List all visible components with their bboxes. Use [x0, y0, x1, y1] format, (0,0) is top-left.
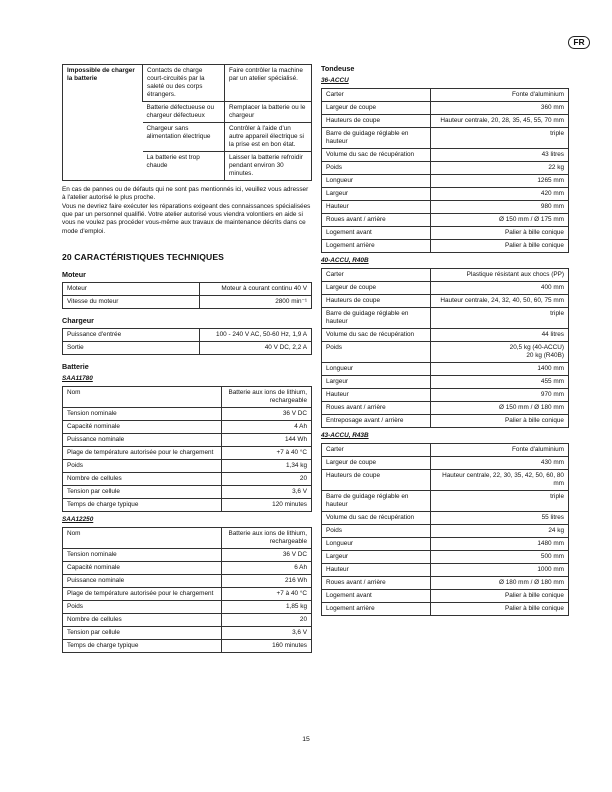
spec-label: Largeur: [322, 551, 431, 564]
remedy-cell: Contrôler à l'aide d'un autre appareil électrique si la prise est en bon état.: [225, 123, 312, 152]
spec-label: Poids: [63, 600, 222, 613]
spec-row: [322, 363, 569, 376]
spec-row: [322, 376, 569, 389]
cause-cell: Batterie défectueuse ou chargeur défectueux: [143, 102, 225, 123]
spec-row: [322, 128, 569, 149]
spec-row: [322, 282, 569, 295]
spec-value: 144 Wh: [222, 433, 312, 446]
spec-label: Carter: [322, 89, 431, 102]
cause-cell: La batterie est trop chaude: [143, 152, 225, 181]
spec-label: Poids: [322, 525, 431, 538]
left-column: [62, 64, 312, 653]
cause-cell: Contacts de charge court-circuités par la saleté ou des corps étrangers.: [143, 65, 225, 102]
spec-label: Logement avant: [322, 227, 431, 240]
spec-row: [63, 341, 312, 354]
spec-row: [322, 551, 569, 564]
spec-row: [322, 308, 569, 329]
spec-label: Roues avant / arrière: [322, 402, 431, 415]
spec-row: [322, 415, 569, 428]
spec-row: [63, 386, 312, 407]
spec-value: 6 Ah: [222, 561, 312, 574]
spec-label: Carter: [322, 444, 431, 457]
chargeur-heading: Chargeur: [62, 315, 94, 325]
spec-label: Tension nominale: [63, 407, 222, 420]
spec-value: 430 mm: [430, 457, 568, 470]
spec-row: [322, 603, 569, 616]
spec-row: [63, 485, 312, 498]
spec-label: Sortie: [63, 341, 200, 354]
spec-label: Hauteurs de coupe: [322, 295, 431, 308]
spec-label: Barre de guidage réglable en hauteur: [322, 308, 431, 329]
spec-value: 400 mm: [430, 282, 568, 295]
mower-model-heading: 43-ACCU, R43B: [321, 432, 369, 439]
spec-value: 100 - 240 V AC, 50-60 Hz, 1,9 A: [199, 328, 311, 341]
spec-value: 4 Ah: [222, 420, 312, 433]
spec-value: Palier à bille conique: [430, 590, 568, 603]
spec-label: Plage de température autorisée pour le chargement: [63, 587, 222, 600]
spec-label: Logement avant: [322, 590, 431, 603]
spec-row: [63, 600, 312, 613]
spec-label: Moteur: [63, 282, 200, 295]
spec-value: triple: [430, 128, 568, 149]
spec-value: +7 à 40 °C: [222, 446, 312, 459]
spec-label: Barre de guidage réglable en hauteur: [322, 128, 431, 149]
spec-label: Volume du sac de récupération: [322, 149, 431, 162]
spec-value: 1480 mm: [430, 538, 568, 551]
spec-label: Roues avant / arrière: [322, 214, 431, 227]
spec-label: Entreposage avant / arrière: [322, 415, 431, 428]
spec-value: 970 mm: [430, 389, 568, 402]
spec-row: [322, 538, 569, 551]
spec-value: Hauteur centrale, 20, 28, 35, 45, 55, 70 mm: [430, 115, 568, 128]
spec-value: 455 mm: [430, 376, 568, 389]
service-note: [62, 186, 312, 236]
cause-cell: Chargeur sans alimentation électrique: [143, 123, 225, 152]
spec-value: Palier à bille conique: [430, 603, 568, 616]
batterie-heading: Batterie: [62, 361, 89, 371]
spec-value: Moteur à courant continu 40 V: [199, 282, 311, 295]
spec-row: [63, 587, 312, 600]
spec-label: Hauteur: [322, 389, 431, 402]
spec-label: Volume du sac de récupération: [322, 512, 431, 525]
spec-label: Largeur: [322, 188, 431, 201]
service-note-line: En cas de pannes ou de défauts qui ne sont pas mentionnés ici, veuillez vous adresser à l'atelier autorisé le plus proche.: [62, 186, 309, 202]
remedy-cell: Faire contrôler la machine par un atelier spécialisé.: [225, 65, 312, 102]
page-number: 15: [302, 736, 310, 743]
spec-value: 24 kg: [430, 525, 568, 538]
chargeur-table: [62, 328, 312, 355]
spec-value: 22 kg: [430, 162, 568, 175]
spec-row: [63, 498, 312, 511]
spec-label: Tension nominale: [63, 548, 222, 561]
spec-row: [322, 214, 569, 227]
spec-row: [322, 175, 569, 188]
spec-row: [322, 240, 569, 253]
spec-label: Plage de température autorisée pour le chargement: [63, 446, 222, 459]
battery-model-heading: SAA12250: [62, 515, 94, 523]
spec-value: 3,6 V: [222, 485, 312, 498]
spec-row: [322, 102, 569, 115]
spec-value: Ø 180 mm / Ø 180 mm: [430, 577, 568, 590]
spec-row: [63, 574, 312, 587]
spec-label: Temps de charge typique: [63, 639, 222, 652]
right-column: [321, 64, 569, 616]
spec-row: [63, 639, 312, 652]
spec-label: Tension par cellule: [63, 626, 222, 639]
spec-label: Logement arrière: [322, 603, 431, 616]
mower-model-heading: 40-ACCU, R40B: [321, 257, 369, 264]
spec-row: [63, 433, 312, 446]
spec-value: 420 mm: [430, 188, 568, 201]
spec-value: 2800 min⁻¹: [199, 295, 311, 308]
spec-value: Fonte d'aluminium: [430, 89, 568, 102]
spec-row: [322, 227, 569, 240]
spec-label: Nombre de cellules: [63, 613, 222, 626]
spec-label: Logement arrière: [322, 240, 431, 253]
spec-row: [322, 444, 569, 457]
spec-row: [63, 420, 312, 433]
spec-label: Hauteur: [322, 201, 431, 214]
spec-label: Largeur de coupe: [322, 282, 431, 295]
spec-value: Palier à bille conique: [430, 415, 568, 428]
spec-row: [63, 561, 312, 574]
spec-row: [322, 402, 569, 415]
spec-label: Puissance d'entrée: [63, 328, 200, 341]
spec-value: 20,5 kg (40-ACCU) 20 kg (R40B): [430, 342, 568, 363]
spec-row: [322, 329, 569, 342]
spec-label: Poids: [322, 162, 431, 175]
spec-row: [63, 459, 312, 472]
spec-value: 360 mm: [430, 102, 568, 115]
mower-model-heading: 36-ACCU: [321, 77, 349, 84]
spec-row: [322, 470, 569, 491]
spec-label: Nombre de cellules: [63, 472, 222, 485]
spec-row: [322, 491, 569, 512]
spec-value: 3,6 V: [222, 626, 312, 639]
spec-value: 40 V DC, 2,2 A: [199, 341, 311, 354]
spec-label: Largeur de coupe: [322, 457, 431, 470]
spec-row: [322, 590, 569, 603]
problem-cell: Impossible de charger la batterie: [63, 65, 143, 181]
troubleshooting-row: [63, 65, 312, 102]
section-title: 20 CARACTÉRISTIQUES TECHNIQUES: [62, 251, 225, 262]
mower-spec-table: [321, 88, 569, 253]
spec-value: Ø 150 mm / Ø 175 mm: [430, 214, 568, 227]
spec-label: Barre de guidage réglable en hauteur: [322, 491, 431, 512]
spec-label: Tension par cellule: [63, 485, 222, 498]
spec-row: [322, 149, 569, 162]
spec-row: [322, 525, 569, 538]
spec-value: Hauteur centrale, 22, 30, 35, 42, 50, 60, 80 mm: [430, 470, 568, 491]
spec-label: Capacité nominale: [63, 561, 222, 574]
remedy-cell: Laisser la batterie refroidir pendant environ 30 minutes.: [225, 152, 312, 181]
spec-label: Longueur: [322, 363, 431, 376]
spec-value: Batterie aux ions de lithium, rechargeable: [222, 386, 312, 407]
spec-label: Puissance nominale: [63, 574, 222, 587]
spec-row: [63, 295, 312, 308]
spec-row: [322, 115, 569, 128]
spec-value: Plastique résistant aux chocs (PP): [430, 269, 568, 282]
spec-value: 1265 mm: [430, 175, 568, 188]
spec-value: Batterie aux ions de lithium, rechargeable: [222, 527, 312, 548]
language-badge: FR: [568, 36, 590, 49]
spec-value: +7 à 40 °C: [222, 587, 312, 600]
spec-value: 120 minutes: [222, 498, 312, 511]
spec-row: [322, 89, 569, 102]
spec-label: Largeur de coupe: [322, 102, 431, 115]
spec-row: [322, 188, 569, 201]
spec-value: 43 litres: [430, 149, 568, 162]
spec-row: [322, 564, 569, 577]
spec-label: Temps de charge typique: [63, 498, 222, 511]
spec-value: 1400 mm: [430, 363, 568, 376]
spec-value: 36 V DC: [222, 407, 312, 420]
spec-label: Largeur: [322, 376, 431, 389]
spec-value: 55 litres: [430, 512, 568, 525]
battery-model-heading: SAA11780: [62, 374, 93, 382]
spec-label: Poids: [322, 342, 431, 363]
spec-value: 160 minutes: [222, 639, 312, 652]
spec-row: [63, 446, 312, 459]
spec-row: [63, 407, 312, 420]
spec-label: Longueur: [322, 175, 431, 188]
spec-value: 500 mm: [430, 551, 568, 564]
spec-row: [63, 282, 312, 295]
battery-spec-table: [62, 386, 312, 512]
spec-row: [322, 269, 569, 282]
troubleshooting-table: [62, 64, 312, 181]
spec-label: Hauteurs de coupe: [322, 470, 431, 491]
mower-spec-table: [321, 268, 569, 428]
remedy-cell: Remplacer la batterie ou le chargeur: [225, 102, 312, 123]
spec-value: 44 litres: [430, 329, 568, 342]
moteur-heading: Moteur: [62, 269, 86, 279]
spec-label: Puissance nominale: [63, 433, 222, 446]
spec-label: Carter: [322, 269, 431, 282]
spec-row: [322, 201, 569, 214]
spec-value: 1,85 kg: [222, 600, 312, 613]
spec-row: [63, 527, 312, 548]
spec-row: [322, 162, 569, 175]
spec-value: Palier à bille conique: [430, 227, 568, 240]
spec-value: Hauteur centrale, 24, 32, 40, 50, 60, 75 mm: [430, 295, 568, 308]
spec-value: 20: [222, 472, 312, 485]
spec-value: triple: [430, 308, 568, 329]
service-note-line: Vous ne devriez faire exécuter les réparations exigeant des connaissances spécialisées que par un personnel qualifié. Votre atelier autorisé vous viendra volontiers en aide si vous ne voulez pas procéder vous-même aux travaux de maintenance décrits dans ce mode d'emploi.: [62, 202, 311, 235]
spec-label: Capacité nominale: [63, 420, 222, 433]
spec-row: [322, 457, 569, 470]
spec-label: Nom: [63, 386, 222, 407]
spec-label: Vitesse du moteur: [63, 295, 200, 308]
spec-label: Longueur: [322, 538, 431, 551]
spec-value: 36 V DC: [222, 548, 312, 561]
spec-value: Fonte d'aluminium: [430, 444, 568, 457]
spec-value: triple: [430, 491, 568, 512]
spec-row: [63, 548, 312, 561]
spec-label: Hauteur: [322, 564, 431, 577]
spec-row: [322, 389, 569, 402]
spec-label: Volume du sac de récupération: [322, 329, 431, 342]
spec-label: Roues avant / arrière: [322, 577, 431, 590]
spec-value: 1,34 kg: [222, 459, 312, 472]
spec-value: 216 Wh: [222, 574, 312, 587]
spec-label: Hauteurs de coupe: [322, 115, 431, 128]
spec-row: [63, 626, 312, 639]
spec-row: [63, 328, 312, 341]
spec-value: 980 mm: [430, 201, 568, 214]
spec-row: [322, 295, 569, 308]
spec-label: Nom: [63, 527, 222, 548]
moteur-table: [62, 282, 312, 309]
spec-row: [322, 512, 569, 525]
mower-spec-table: [321, 443, 569, 616]
spec-row: [322, 577, 569, 590]
spec-value: 20: [222, 613, 312, 626]
battery-spec-table: [62, 527, 312, 653]
spec-row: [63, 472, 312, 485]
tondeuse-heading: Tondeuse: [321, 64, 355, 73]
spec-label: Poids: [63, 459, 222, 472]
spec-value: Ø 150 mm / Ø 180 mm: [430, 402, 568, 415]
spec-value: 1000 mm: [430, 564, 568, 577]
spec-value: Palier à bille conique: [430, 240, 568, 253]
spec-row: [322, 342, 569, 363]
spec-row: [63, 613, 312, 626]
